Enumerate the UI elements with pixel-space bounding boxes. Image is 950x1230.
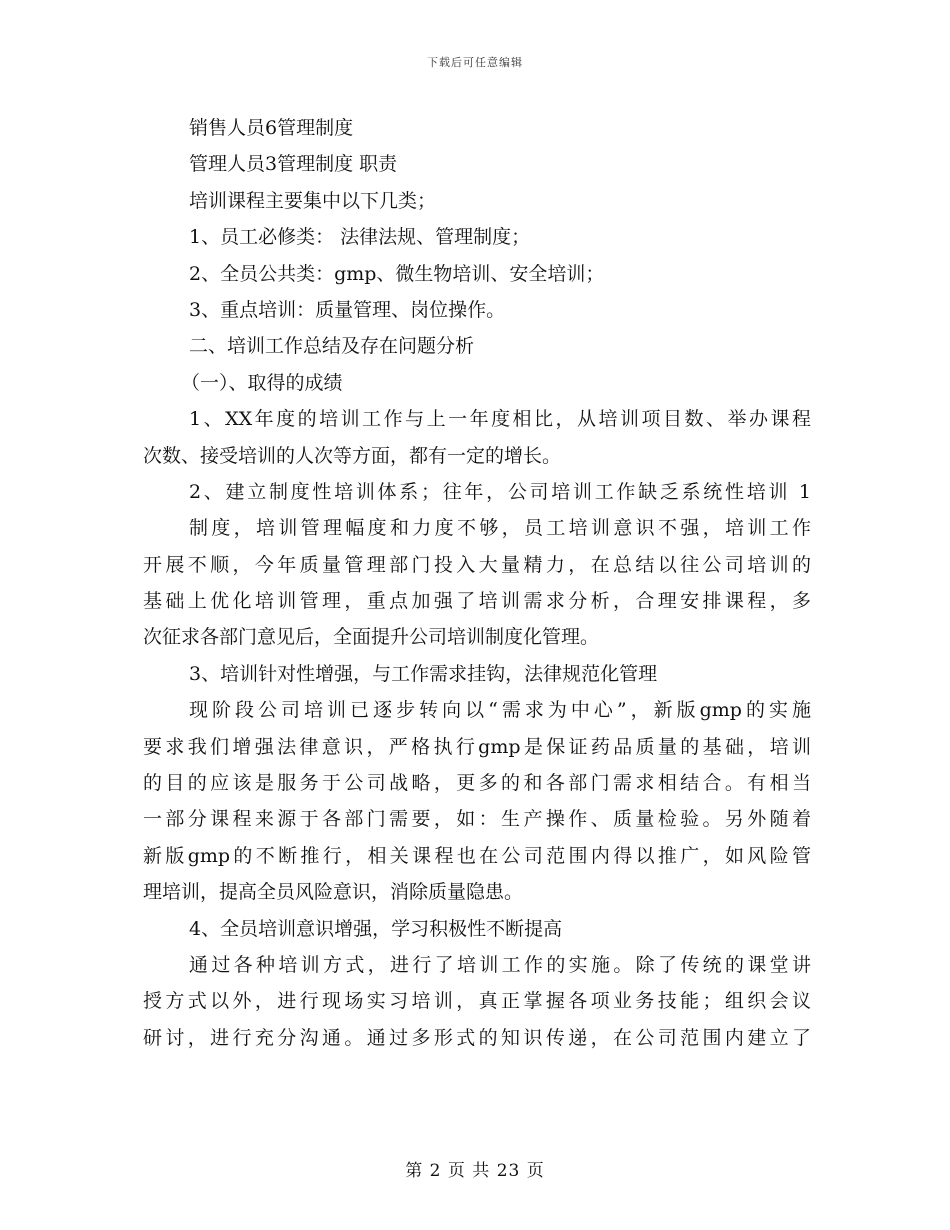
text-line: 研讨，进行充分沟通。通过多形式的知识传递，在公司范围内建立了 bbox=[143, 1026, 811, 1049]
text-line: 1、员工必修类： 法律法规、管理制度； bbox=[189, 226, 531, 249]
text-line: 开展不顺，今年质量管理部门投入大量精力，在总结以往公司培训的 bbox=[143, 553, 811, 576]
text-line: 次数、接受培训的人次等方面，都有一定的增长。 bbox=[143, 444, 562, 467]
header-note: 下载后可任意编辑 bbox=[427, 56, 523, 69]
text-line: 2、全员公共类：gmp、微生物培训、安全培训； bbox=[189, 262, 605, 285]
text-line: 授方式以外，进行现场实习培训，真正掌握各项业务技能；组织会议 bbox=[143, 990, 811, 1013]
text-line: 2、建立制度性培训体系；往年，公司培训工作缺乏系统性培训 1 bbox=[189, 480, 811, 503]
text-line: 的目的应该是服务于公司战略，更多的和各部门需求相结合。有相当 bbox=[143, 772, 811, 795]
text-line: 培训课程主要集中以下几类； bbox=[189, 189, 437, 212]
subsection-heading: （一）、取得的成绩 bbox=[181, 371, 343, 394]
text-line: 次征求各部门意见后，全面提升公司培训制度化管理。 bbox=[143, 626, 600, 649]
document-body bbox=[143, 110, 811, 1056]
text-line: 一部分课程来源于各部门需要，如：生产操作、质量检验。另外随着 bbox=[143, 808, 811, 831]
text-line: 销售人员6管理制度 bbox=[189, 117, 354, 139]
text-line: 制度，培训管理幅度和力度不够，员工培训意识不强，培训工作 bbox=[189, 517, 811, 540]
text-line: 4、全员培训意识增强，学习积极性不断提高 bbox=[189, 917, 563, 940]
text-line: 基础上优化培训管理，重点加强了培训需求分析，合理安排课程，多 bbox=[143, 590, 811, 613]
text-line: 要求我们增强法律意识，严格执行gmp是保证药品质量的基础，培训 bbox=[143, 735, 811, 758]
text-line: 理培训，提高全员风险意识，消除质量隐患。 bbox=[143, 881, 524, 904]
text-line: 管理人员3管理制度 职责 bbox=[189, 153, 398, 176]
text-line: 1、XX年度的培训工作与上一年度相比，从培训项目数、举办课程 bbox=[189, 408, 811, 431]
text-line: 3、培训针对性增强，与工作需求挂钩，法律规范化管理 bbox=[189, 662, 658, 685]
text-line: 新版gmp的不断推行，相关课程也在公司范围内得以推广，如风险管 bbox=[143, 844, 811, 867]
text-line: 现阶段公司培训已逐步转向以“需求为中心”，新版gmp的实施 bbox=[189, 699, 811, 722]
section-heading: 二、培训工作总结及存在问题分析 bbox=[189, 335, 475, 358]
text-line: 通过各种培训方式，进行了培训工作的实施。除了传统的课堂讲 bbox=[189, 953, 811, 976]
text-line: 3、重点培训：质量管理、岗位操作。 bbox=[189, 298, 506, 321]
page-number: 第 2 页 共 23 页 bbox=[405, 1161, 545, 1181]
